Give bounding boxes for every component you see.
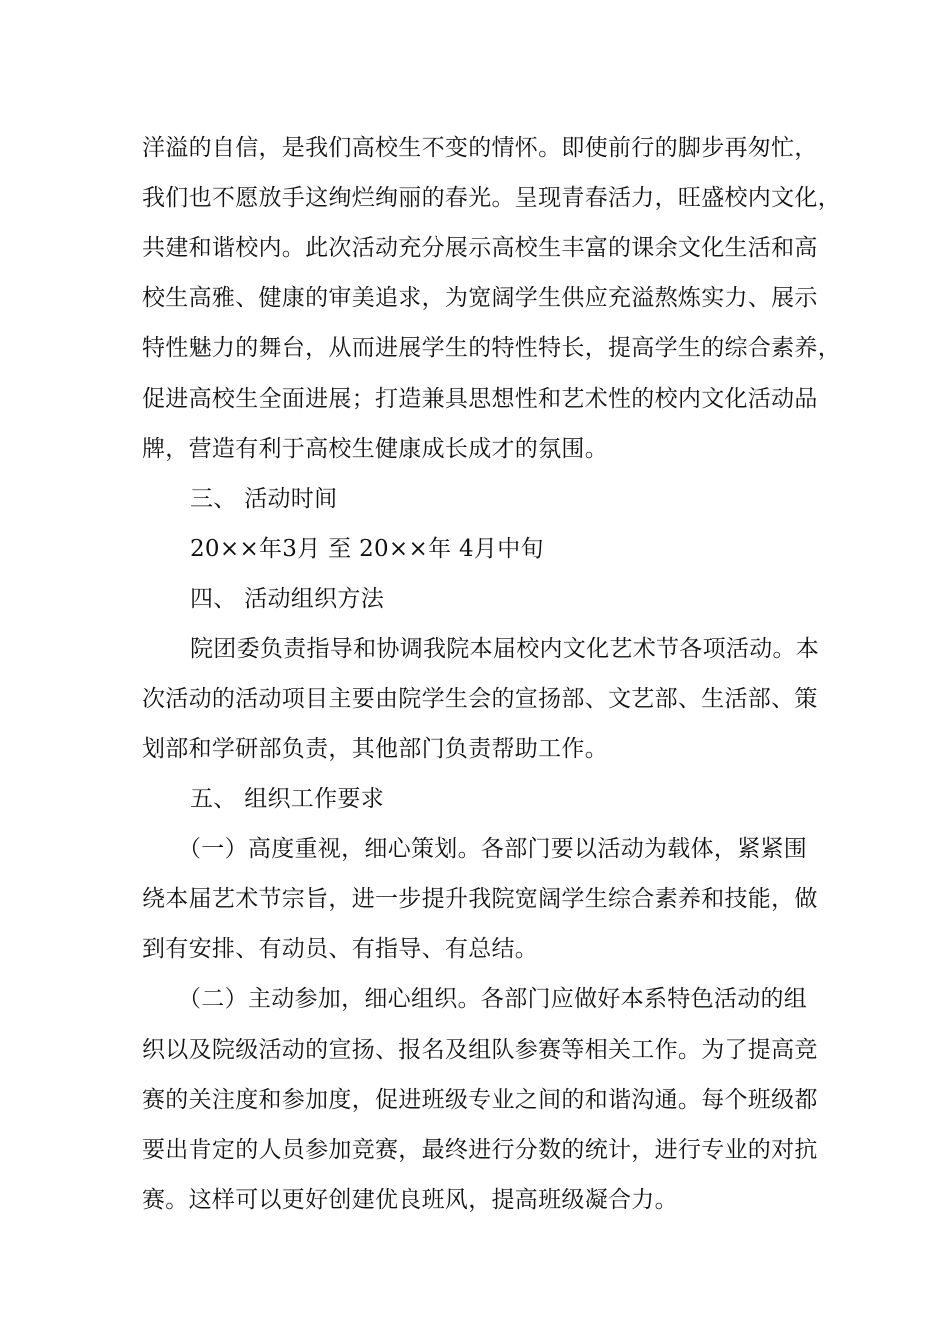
paragraph-line: 要出肯定的人员参加竞赛，最终进行分数的统计，进行专业的对抗 (142, 1137, 818, 1163)
paragraph-line: 赛。这样可以更好创建优良班风，提高班级凝合力。 (142, 1187, 678, 1213)
paragraph-line: 划部和学研部负责，其他部门负责帮助工作。 (142, 736, 608, 762)
paragraph-line: 洋溢的自信，是我们高校生不变的情怀。即使前行的脚步再匆忙， (142, 135, 818, 161)
section-heading-organization-method: 四、 活动组织方法 (190, 586, 385, 612)
paragraph-line: 院团委负责指导和协调我院本届校内文化艺术节各项活动。本 (190, 636, 820, 662)
paragraph-line: （二）主动参加，细心组织。各部门应做好本系特色活动的组 (178, 986, 808, 1012)
paragraph-line: 特性魅力的舞台，从而进展学生的特性特长，提高学生的综合素养， (142, 335, 841, 361)
paragraph-line: 共建和谐校内。此次活动充分展示高校生丰富的课余文化生活和高 (142, 235, 818, 261)
paragraph-line: 绕本届艺术节宗旨，进一步提升我院宽阔学生综合素养和技能，做 (142, 886, 818, 912)
paragraph-line: （一）高度重视，细心策划。各部门要以活动为载体，紧紧围 (178, 836, 808, 862)
section-heading-work-requirements: 五、 组织工作要求 (190, 786, 385, 812)
activity-time-value: 20××年3月 至 20××年 4月中旬 (190, 536, 544, 562)
paragraph-line: 赛的关注度和参加度，促进班级专业之间的和谐沟通。每个班级都 (142, 1087, 818, 1113)
paragraph-line: 校生高雅、健康的审美追求，为宽阔学生供应充溢熬炼实力、展示 (142, 285, 818, 311)
paragraph-line: 促进高校生全面进展；打造兼具思想性和艺术性的校内文化活动品 (142, 386, 818, 412)
section-heading-activity-time: 三、 活动时间 (190, 486, 338, 512)
paragraph-line: 到有安排、有动员、有指导、有总结。 (142, 936, 539, 962)
paragraph-line: 次活动的活动项目主要由院学生会的宣扬部、文艺部、生活部、策 (142, 686, 818, 712)
paragraph-line: 织以及院级活动的宣扬、报名及组队参赛等相关工作。为了提高竞 (142, 1037, 818, 1063)
paragraph-line: 我们也不愿放手这绚烂绚丽的春光。呈现青春活力，旺盛校内文化， (142, 185, 841, 211)
paragraph-line: 牌，营造有利于高校生健康成长成才的氛围。 (142, 436, 608, 462)
